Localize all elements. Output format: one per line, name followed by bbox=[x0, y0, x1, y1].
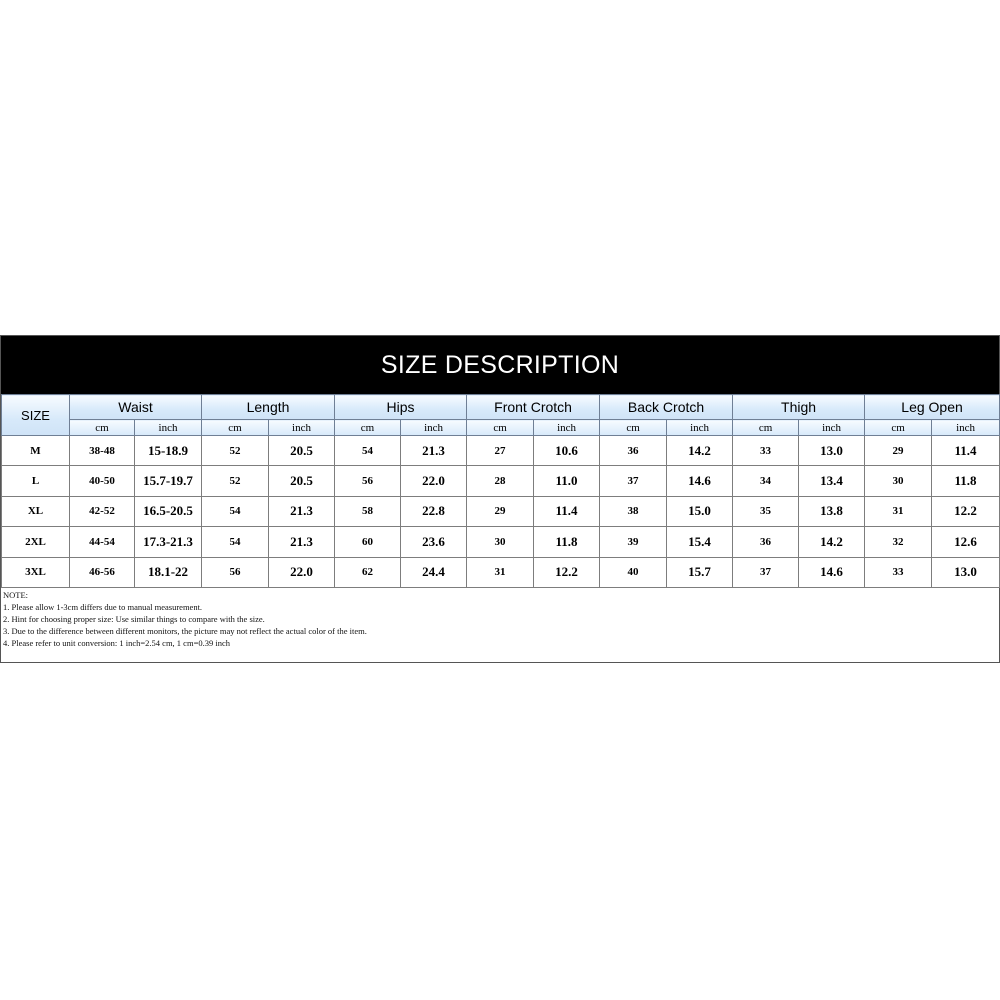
inch-value-cell: 13.8 bbox=[799, 496, 865, 526]
inch-value-cell: 14.6 bbox=[799, 557, 865, 587]
inch-value-cell: 17.3-21.3 bbox=[135, 527, 202, 557]
size-table bbox=[1, 394, 1000, 588]
table-row bbox=[2, 496, 1000, 526]
inch-value-cell: 12.2 bbox=[534, 557, 600, 587]
cm-value-cell: 28 bbox=[467, 466, 534, 496]
inch-value-cell: 20.5 bbox=[269, 466, 335, 496]
cm-value-cell: 62 bbox=[335, 557, 401, 587]
size-cell: 3XL bbox=[2, 557, 70, 587]
inch-value-cell: 15.7-19.7 bbox=[135, 466, 202, 496]
inch-value-cell: 11.8 bbox=[534, 527, 600, 557]
note-lines bbox=[3, 601, 999, 649]
header-row bbox=[2, 395, 1000, 420]
note-line: 2. Hint for choosing proper size: Use similar things to compare with the size. bbox=[3, 613, 265, 624]
cm-value-cell: 33 bbox=[733, 436, 799, 466]
column-group-header: Front Crotch bbox=[467, 395, 600, 420]
cm-value-cell: 38-48 bbox=[70, 436, 135, 466]
cm-value-cell: 40-50 bbox=[70, 466, 135, 496]
table-row bbox=[2, 557, 1000, 587]
notes bbox=[1, 588, 999, 649]
unit-header: inch bbox=[667, 420, 733, 436]
column-group-header: Leg Open bbox=[865, 395, 1000, 420]
cm-value-cell: 56 bbox=[335, 466, 401, 496]
inch-value-cell: 11.4 bbox=[932, 436, 1000, 466]
unit-header: inch bbox=[799, 420, 865, 436]
table-body bbox=[2, 436, 1000, 588]
cm-value-cell: 33 bbox=[865, 557, 932, 587]
unit-header: inch bbox=[401, 420, 467, 436]
cm-value-cell: 52 bbox=[202, 466, 269, 496]
cm-value-cell: 42-52 bbox=[70, 496, 135, 526]
cm-value-cell: 60 bbox=[335, 527, 401, 557]
note-line: 1. Please allow 1-3cm differs due to manual measurement. bbox=[3, 601, 203, 612]
column-group-header: Back Crotch bbox=[600, 395, 733, 420]
inch-value-cell: 15.4 bbox=[667, 527, 733, 557]
unit-header: inch bbox=[269, 420, 335, 436]
inch-value-cell: 21.3 bbox=[269, 496, 335, 526]
inch-value-cell: 22.0 bbox=[401, 466, 467, 496]
inch-value-cell: 22.0 bbox=[269, 557, 335, 587]
inch-value-cell: 14.2 bbox=[667, 436, 733, 466]
unit-header: cm bbox=[865, 420, 932, 436]
inch-value-cell: 15.0 bbox=[667, 496, 733, 526]
cm-value-cell: 31 bbox=[865, 496, 932, 526]
cm-value-cell: 27 bbox=[467, 436, 534, 466]
inch-value-cell: 21.3 bbox=[269, 527, 335, 557]
unit-header: cm bbox=[600, 420, 667, 436]
unit-header: cm bbox=[70, 420, 135, 436]
cm-value-cell: 56 bbox=[202, 557, 269, 587]
unit-header: inch bbox=[534, 420, 600, 436]
cm-value-cell: 34 bbox=[733, 466, 799, 496]
inch-value-cell: 11.4 bbox=[534, 496, 600, 526]
unit-header: cm bbox=[733, 420, 799, 436]
cm-value-cell: 37 bbox=[600, 466, 667, 496]
cm-value-cell: 46-56 bbox=[70, 557, 135, 587]
cm-value-cell: 54 bbox=[335, 436, 401, 466]
cm-value-cell: 32 bbox=[865, 527, 932, 557]
inch-value-cell: 13.0 bbox=[799, 436, 865, 466]
inch-value-cell: 12.6 bbox=[932, 527, 1000, 557]
inch-value-cell: 16.5-20.5 bbox=[135, 496, 202, 526]
inch-value-cell: 20.5 bbox=[269, 436, 335, 466]
table-row bbox=[2, 527, 1000, 557]
cm-value-cell: 36 bbox=[733, 527, 799, 557]
cm-value-cell: 29 bbox=[467, 496, 534, 526]
column-group-header: Length bbox=[202, 395, 335, 420]
inch-value-cell: 15-18.9 bbox=[135, 436, 202, 466]
cm-value-cell: 44-54 bbox=[70, 527, 135, 557]
size-chart bbox=[0, 335, 1000, 663]
column-group-header: Waist bbox=[70, 395, 202, 420]
inch-value-cell: 11.8 bbox=[932, 466, 1000, 496]
unit-header: cm bbox=[467, 420, 534, 436]
unit-row bbox=[2, 420, 1000, 436]
unit-header: cm bbox=[335, 420, 401, 436]
inch-value-cell: 22.8 bbox=[401, 496, 467, 526]
table-row bbox=[2, 436, 1000, 466]
column-group-header: Thigh bbox=[733, 395, 865, 420]
cm-value-cell: 40 bbox=[600, 557, 667, 587]
size-cell: L bbox=[2, 466, 70, 496]
notes-heading: NOTE: bbox=[3, 589, 29, 600]
cm-value-cell: 54 bbox=[202, 496, 269, 526]
inch-value-cell: 13.0 bbox=[932, 557, 1000, 587]
inch-value-cell: 15.7 bbox=[667, 557, 733, 587]
cm-value-cell: 38 bbox=[600, 496, 667, 526]
cm-value-cell: 58 bbox=[335, 496, 401, 526]
cm-value-cell: 52 bbox=[202, 436, 269, 466]
chart-title bbox=[1, 336, 999, 394]
inch-value-cell: 23.6 bbox=[401, 527, 467, 557]
size-cell: 2XL bbox=[2, 527, 70, 557]
note-line: 3. Due to the difference between different monitors, the picture may not reflect the actual color of the item. bbox=[3, 625, 367, 636]
note-line: 4. Please refer to unit conversion: 1 inch=2.54 cm, 1 cm=0.39 inch bbox=[3, 637, 230, 648]
inch-value-cell: 14.2 bbox=[799, 527, 865, 557]
inch-value-cell: 13.4 bbox=[799, 466, 865, 496]
cm-value-cell: 36 bbox=[600, 436, 667, 466]
unit-header: cm bbox=[202, 420, 269, 436]
inch-value-cell: 10.6 bbox=[534, 436, 600, 466]
cm-value-cell: 35 bbox=[733, 496, 799, 526]
inch-value-cell: 14.6 bbox=[667, 466, 733, 496]
inch-value-cell: 11.0 bbox=[534, 466, 600, 496]
cm-value-cell: 54 bbox=[202, 527, 269, 557]
table-row bbox=[2, 466, 1000, 496]
inch-value-cell: 18.1-22 bbox=[135, 557, 202, 587]
inch-value-cell: 12.2 bbox=[932, 496, 1000, 526]
unit-header: inch bbox=[932, 420, 1000, 436]
cm-value-cell: 31 bbox=[467, 557, 534, 587]
inch-value-cell: 21.3 bbox=[401, 436, 467, 466]
inch-value-cell: 24.4 bbox=[401, 557, 467, 587]
cm-value-cell: 30 bbox=[865, 466, 932, 496]
size-column-header: SIZE bbox=[2, 395, 70, 436]
cm-value-cell: 29 bbox=[865, 436, 932, 466]
size-cell: XL bbox=[2, 496, 70, 526]
title-text: SIZE DESCRIPTION bbox=[380, 350, 620, 379]
cm-value-cell: 39 bbox=[600, 527, 667, 557]
unit-header: inch bbox=[135, 420, 202, 436]
size-cell: M bbox=[2, 436, 70, 466]
column-group-header: Hips bbox=[335, 395, 467, 420]
cm-value-cell: 30 bbox=[467, 527, 534, 557]
cm-value-cell: 37 bbox=[733, 557, 799, 587]
